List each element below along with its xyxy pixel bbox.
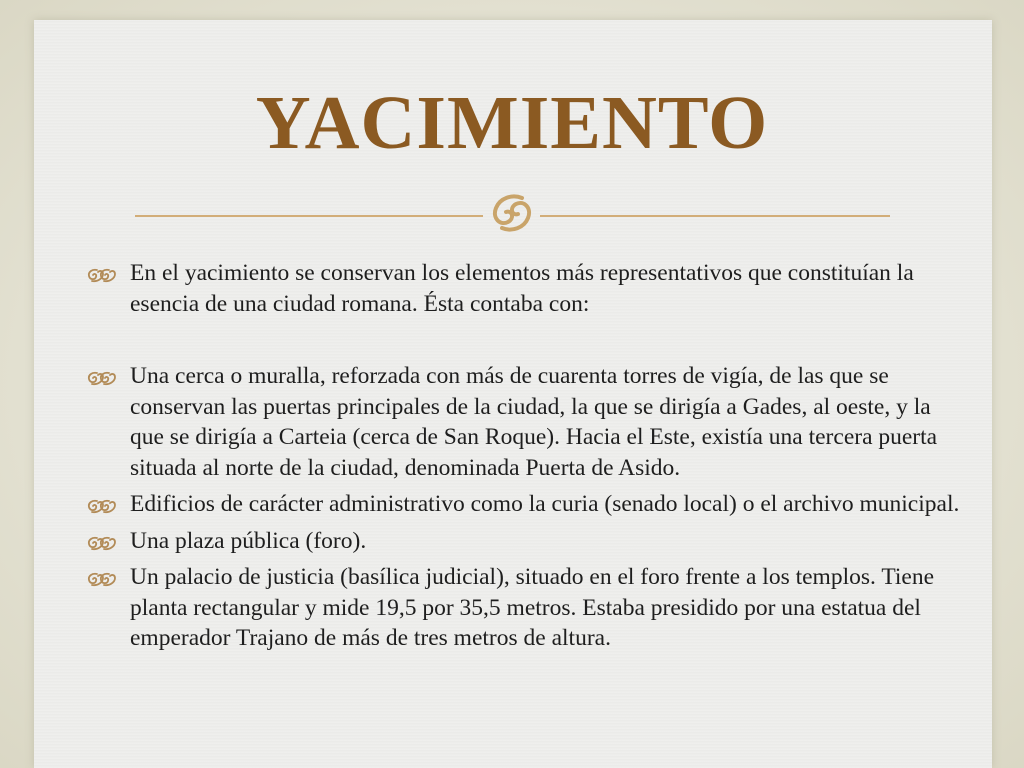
bullet-list: [86, 258, 966, 654]
bullet-text: Edificios de carácter administrativo como la curia (senado local) o el archivo municipal.: [130, 491, 960, 517]
slide-title: YACIMIENTO: [255, 81, 769, 165]
ornament-bullet-icon: [86, 267, 118, 283]
ornament-bullet-icon: [86, 498, 118, 514]
bullet-text: Una cerca o muralla, reforzada con más de cuarenta torres de vigía, de las que se conservan las puertas principales de la ciudad, la que se dirigía a Gades, al oeste, y la que se dirigía a Carteia (cerca de San Roque). Hacia el Este, existía una tercera puerta situada al norte de la ciudad, denominada Puerta de Asido.: [130, 363, 938, 481]
bullet-text: Un palacio de justicia (basílica judicial), situado en el foro frente a los templos. Tiene planta rectangular y mide 19,5 por 35,5 metros. Estaba presidido por una estatua del emperador Trajano de más de tres metros de altura.: [130, 564, 935, 651]
bullet-text: En el yacimiento se conservan los elementos más representativos que constituían la esencia de una ciudad romana. Ésta contaba con:: [130, 260, 914, 317]
list-item: [86, 258, 966, 319]
title-divider-left: [135, 215, 483, 217]
bullet-text: Una plaza pública (foro).: [130, 527, 367, 554]
ornament-icon: [482, 190, 540, 236]
list-item: [86, 489, 966, 520]
ornament-bullet-icon: [86, 370, 118, 386]
list-item: [86, 562, 966, 654]
list-item: [86, 361, 966, 483]
list-item: [86, 526, 966, 557]
ornament-bullet-icon: [86, 571, 118, 587]
title-divider-right: [540, 215, 890, 217]
ornament-bullet-icon: [86, 535, 118, 551]
